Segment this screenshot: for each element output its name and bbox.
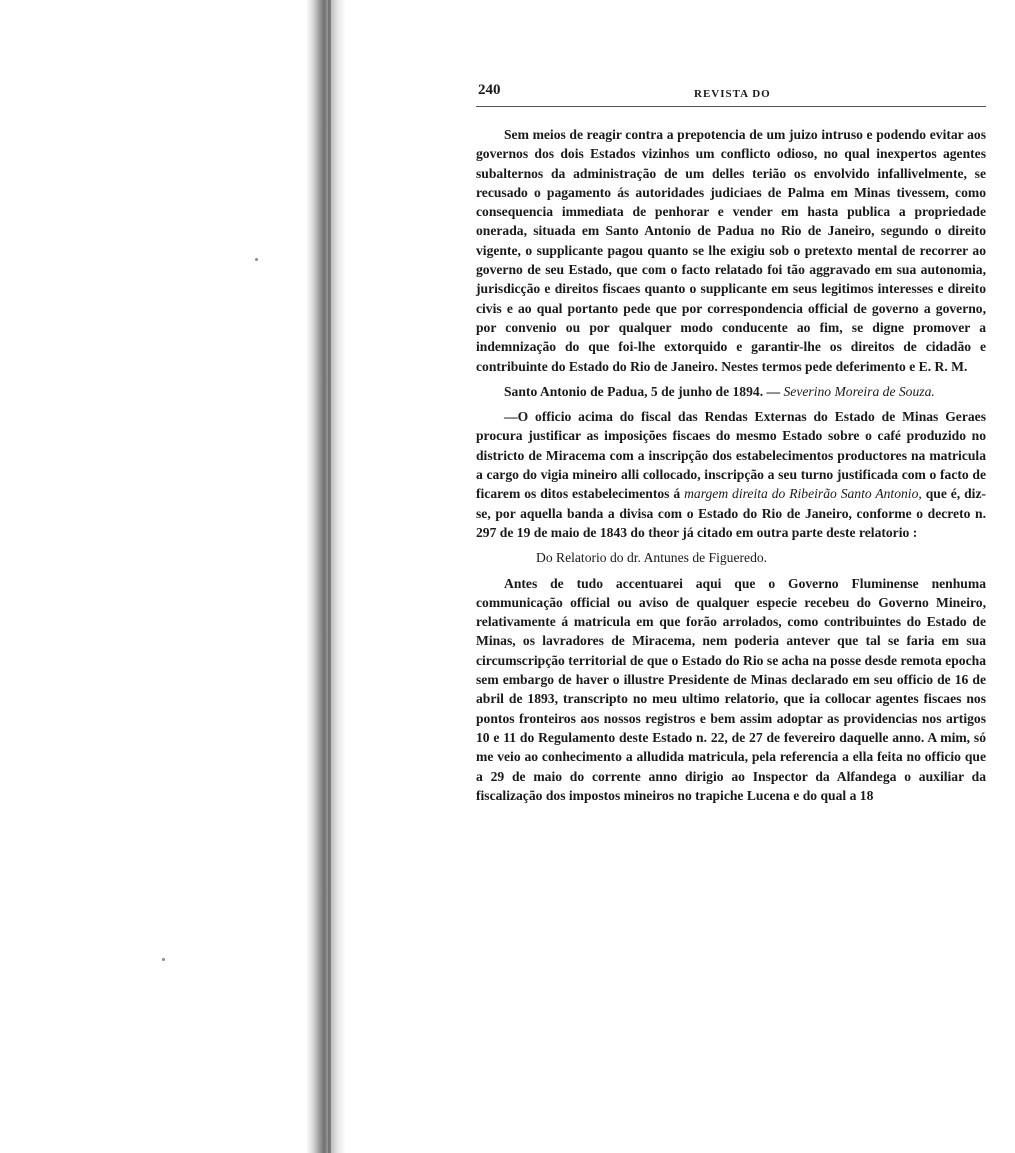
journal-title: REVISTA DO	[694, 88, 771, 100]
paragraph-fiscal-text-b: que é, diz-se, por aquella banda a divisa com o Estado do Rio de Janeiro, conforme o decreto n. 297 de 19 de maio de 1843 do theor já citado em outra parte deste relatorio :	[476, 486, 987, 540]
section-heading: Do Relatorio do dr. Antunes de Figueredo.	[536, 550, 768, 566]
signature-place-date: Santo Antonio de Padua, 5 de junho de 1894. —	[504, 383, 781, 399]
body-text	[476, 125, 986, 805]
binding-crease	[328, 0, 331, 1153]
scan-speck	[162, 958, 165, 961]
paragraph-signature-line	[476, 382, 986, 401]
signature-name: Severino Moreira de Souza.	[783, 383, 935, 399]
paragraph-fiscal-text-a: —O officio acima do fiscal das Rendas Externas do Estado de Minas Geraes procura justificar as imposições fiscaes do mesmo Estado sobre o café produzido no districto de Miracema com a inscripção dos estabelecimentos productores na matricula a cargo do vigia mineiro alli collocado, inscripção a seu turno justificada com o facto de ficarem os ditos estabelecimentos á	[476, 409, 986, 502]
page-number: 240	[478, 82, 501, 98]
paragraph-fiscal-officio	[476, 407, 986, 542]
book-gutter-shadow	[306, 0, 346, 1153]
scan-speck	[255, 258, 258, 261]
paragraph-fiscal-italic: margem direita do Ribeirão Santo Antonio,	[684, 486, 922, 502]
paragraph-report: Antes de tudo accentuarei aqui que o Governo Fluminense nenhuma communicação official ou aviso de qualquer especie recebeu do Governo Mineiro, relativamente á matricula em que forão arrolados, como contribuintes do Estado de Minas, os lavradores de Miracema, nem poderia antever que tal se faria em sua circumscripção territorial de que o Estado do Rio se acha na posse desde remota epocha sem embargo de haver o illustre Presidente de Minas declarado em seu officio de 16 de abril de 1893, transcripto no meu ultimo relatorio, que ia collocar agentes fiscaes nos pontos fronteiros aos nossos registros e bem assim adoptar as providencias nos artigos 10 e 11 do Regulamento deste Estado n. 22, de 27 de fevereiro daquelle anno. A mim, só me veio ao conhecimento a alludida matricula, pela referencia a ella feita no officio que a 29 de maio do corrente anno dirigio ao Inspector da Alfandega o auxiliar da fiscalização dos impostos mineiros no trapiche Lucena e do qual a 18	[476, 575, 986, 803]
book-page	[476, 78, 986, 811]
paragraph-petition: Sem meios de reagir contra a prepotencia de um juizo intruso e podendo evitar aos governos dos dois Estados vizinhos um conflicto odioso, no qual inexpertos agentes subalternos da administração de um delles terião os envolvido infallivelmente, se recusado o pagamento ás autoridades judiciaes de Palma em Minas tivessem, como consequencia immediata de penhorar e vender em hasta publica a propriedade onerada, situada em Santo Antonio de Padua no Rio de Janeiro, segundo o direito vigente, o supplicante pagou quanto se lhe exigiu sob o pretexto mental de recorrer ao governo de seu Estado, que com o facto relatado foi tão aggravado em sua autonomia, jurisdicção e direitos fiscaes quanto o supplicante em seus legitimos interesses e direito civis e ao qual portanto pede que por correspondencia official de governo a governo, por convenio ou por qualquer modo conducente ao fim, se digne promover a indemnização do que foi-lhe extorquido e garantir-lhe os direitos de cidadão e contribuinte do Estado do Rio de Janeiro. Nestes termos pede deferimento e E. R. M.	[476, 127, 986, 374]
running-head	[476, 78, 986, 104]
header-rule	[476, 106, 986, 107]
